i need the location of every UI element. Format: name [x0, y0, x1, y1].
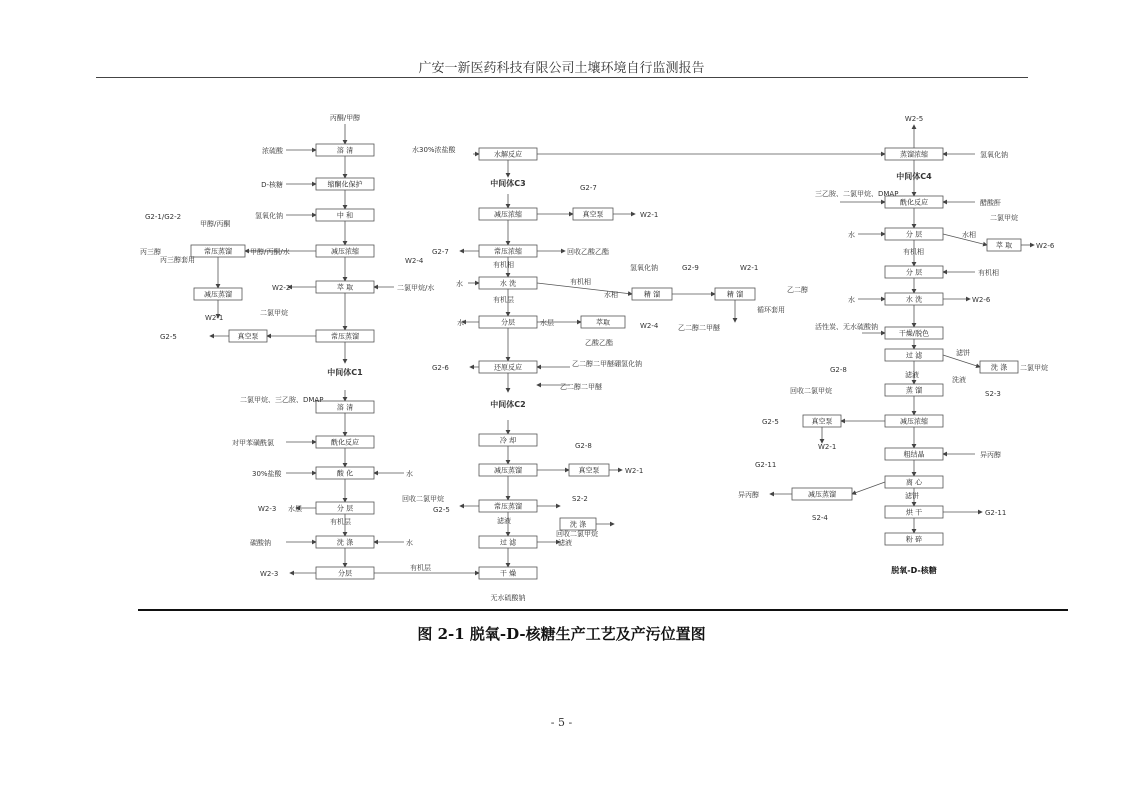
label-g2-5: G2-5 [160, 333, 177, 341]
svg-text:洗 涤: 洗 涤 [569, 520, 587, 529]
box-c4-wash [885, 293, 943, 305]
label-w2-2: W2-2 [272, 284, 291, 292]
box-c4-crush [885, 533, 943, 545]
label-organic-phase: 有机相 [978, 269, 999, 277]
label-sodium-carbonate: 碳酸钠 [250, 539, 271, 547]
svg-text:过 滤: 过 滤 [905, 351, 923, 360]
label-isopropanol: 异丙醇 [980, 451, 1001, 459]
label-s2-3: S2-3 [985, 390, 1001, 398]
box-c3-rect2 [715, 288, 755, 300]
box-c3-rect1 [632, 288, 672, 300]
box-c2-dry [479, 567, 537, 579]
label-water: 水 [406, 539, 413, 547]
box-c2-wash [560, 518, 596, 530]
label-tea-dcm-dmap: 三乙胺、二氯甲烷、DMAP [815, 190, 899, 198]
label-dcm-tea-dmap: 二氯甲烷、三乙胺、DMAP [240, 396, 324, 404]
svg-text:真空泵: 真空泵 [582, 210, 604, 219]
label-w2-5: W2-5 [904, 115, 924, 123]
box-c2-reduce-dist [479, 464, 537, 476]
box-c4-reduce-conc [885, 415, 943, 427]
box-c4-reduce-dist [792, 488, 852, 500]
label-g2-9: G2-9 [682, 264, 699, 272]
box-c1-acidify [316, 467, 374, 479]
label-filtrate: 滤液 [558, 539, 572, 547]
svg-text:蒸 馏: 蒸 馏 [905, 386, 923, 395]
label-organic-phase: 有机相 [570, 278, 591, 286]
label-sodium-hydroxide: 氢氧化钠 [980, 151, 1008, 159]
svg-text:干燥/脱色: 干燥/脱色 [898, 329, 930, 338]
box-c4-layer [885, 228, 943, 240]
label-w2-6: W2-6 [972, 296, 991, 304]
label-g2-5: G2-5 [433, 506, 450, 514]
svg-text:离 心: 离 心 [905, 478, 923, 487]
box-c4-layer2 [885, 266, 943, 278]
box-c4-centrifuge [885, 476, 943, 488]
label-intermediate-c4: 中间体C4 [896, 172, 932, 181]
label-g2-8: G2-8 [830, 366, 847, 374]
label-filter-cake: 滤饼 [905, 492, 919, 500]
label-s2-4: S2-4 [812, 514, 828, 522]
svg-text:真空泵: 真空泵 [578, 466, 600, 475]
box-c2-filter [479, 536, 537, 548]
box-c1-layer [316, 502, 374, 514]
label-s2-2: S2-2 [572, 495, 588, 503]
label-organic-layer: 有机层 [493, 296, 514, 304]
box-c3-wash [479, 277, 537, 289]
box-c1-extract [316, 281, 374, 293]
svg-text:真空泵: 真空泵 [237, 332, 259, 341]
label-diglyme: 乙二醇二甲醚 [560, 383, 602, 391]
label-w2-6: W2-6 [1036, 242, 1055, 250]
label-w2-1: W2-1 [740, 264, 759, 272]
label-w2-3: W2-3 [258, 505, 277, 513]
svg-text:酰化反应: 酰化反应 [900, 198, 928, 207]
label-water: 水 [457, 319, 464, 327]
svg-text:真空泵: 真空泵 [811, 417, 833, 426]
label-w2-1: W2-1 [205, 314, 224, 322]
label-hcl30: 30%盐酸 [252, 470, 282, 478]
box-c4-wash2 [980, 361, 1018, 373]
box-c3-hydrolysis [479, 148, 537, 160]
label-propanetriol-reuse: 丙三醇套用 [160, 256, 195, 264]
box-c2-reduction [479, 361, 537, 373]
label-intermediate-c2: 中间体C2 [490, 400, 526, 409]
svg-text:萃 取: 萃 取 [995, 241, 1013, 250]
box-c4-bake [885, 506, 943, 518]
label-water: 水 [848, 231, 855, 239]
box-c4-distill [885, 148, 943, 160]
label-water-layer: 水层 [540, 319, 554, 327]
box-c1-vac-pump [229, 330, 267, 342]
box-c4-crude [885, 448, 943, 460]
svg-text:烘 干: 烘 干 [905, 508, 923, 517]
box-c3-reduce-conc [479, 208, 537, 220]
page-number: - 5 - [550, 716, 573, 729]
svg-text:分 层: 分 层 [905, 230, 923, 239]
label-activated-carbon: 活性炭、无水硫酸钠 [815, 323, 878, 331]
label-diglyme-nabh4: 乙二醇二甲醚硼氢化钠 [572, 360, 642, 368]
label-organic-phase: 有机相 [493, 261, 514, 269]
label-g2-1-2: G2-1/G2-2 [145, 213, 182, 221]
page-header: 广安一新医药科技有限公司土壤环境自行监测报告 [418, 61, 705, 76]
box-c1-dissolve2 [316, 401, 374, 413]
svg-text:常压蒸馏: 常压蒸馏 [204, 247, 232, 256]
box-c4-vac-pump [803, 415, 841, 427]
label-recover-dcm: 回收二氯甲烷 [556, 530, 598, 538]
label-dcm: 二氯甲烷 [260, 309, 288, 317]
box-c1-acylation [316, 436, 374, 448]
label-filtrate: 滤液 [497, 517, 511, 525]
svg-text:缩酮化保护: 缩酮化保护 [327, 180, 363, 189]
figure-caption: 图 2-1 脱氧-D-核糖生产工艺及产污位置图 [417, 625, 706, 643]
label-water-phase: 水相 [962, 231, 976, 239]
svg-text:减压蒸馏: 减压蒸馏 [494, 466, 522, 475]
box-c3-extract [581, 316, 625, 328]
svg-text:水 洗: 水 洗 [499, 279, 517, 288]
label-recover-dcm: 回收二氯甲烷 [790, 387, 832, 395]
box-c4-filter [885, 349, 943, 361]
label-product: 脱氧-D-核糖 [891, 566, 937, 575]
box-c1-vac-distill [194, 288, 242, 300]
svg-text:精 馏: 精 馏 [643, 290, 661, 299]
box-c1-ketal [316, 178, 374, 190]
svg-text:减压浓缩: 减压浓缩 [494, 210, 522, 219]
label-filter-cake: 滤饼 [956, 349, 970, 357]
label-organic-layer: 有机层 [410, 564, 431, 572]
svg-text:酸 化: 酸 化 [336, 469, 354, 478]
box-c1-atm-distill2 [191, 245, 245, 257]
svg-text:常压蒸馏: 常压蒸馏 [494, 502, 522, 511]
label-water: 水 [848, 296, 855, 304]
label-water-phase: 水相 [604, 291, 618, 299]
svg-text:减压浓缩: 减压浓缩 [331, 247, 359, 256]
label-water-hcl: 水30%浓盐酸 [412, 146, 456, 154]
label-w2-4: W2-4 [640, 322, 659, 330]
svg-text:过 滤: 过 滤 [499, 538, 517, 547]
label-recover-ea: 回收乙酸乙酯 [567, 248, 609, 256]
box-c4-dry [885, 327, 943, 339]
box-c1-layer2 [316, 567, 374, 579]
label-organic-phase: 有机相 [903, 248, 924, 256]
label-water: 水 [456, 280, 463, 288]
box-c1-atm-distill [316, 330, 374, 342]
label-g2-8: G2-8 [575, 442, 592, 450]
label-g2-11: G2-11 [755, 461, 777, 469]
svg-text:常压蒸馏: 常压蒸馏 [331, 332, 359, 341]
box-c3-layer [479, 316, 537, 328]
box-c1-dissolve [316, 144, 374, 156]
label-w2-1: W2-1 [625, 467, 644, 475]
label-acetone-methanol: 丙酮/甲醇 [329, 114, 361, 122]
label-w2-3: W2-3 [260, 570, 279, 578]
box-c1-neutral [316, 209, 374, 221]
svg-text:减压蒸馏: 减压蒸馏 [204, 290, 232, 299]
svg-text:萃取: 萃取 [596, 318, 610, 327]
svg-text:萃 取: 萃 取 [336, 283, 354, 292]
label-dcm-water: 二氯甲烷/水 [397, 284, 435, 292]
label-sodium-hydroxide: 氢氧化钠 [255, 212, 283, 220]
svg-text:水解反应: 水解反应 [494, 150, 522, 159]
svg-text:蒸馏浓缩: 蒸馏浓缩 [900, 150, 928, 159]
label-conc-sulfuric: 浓硫酸 [262, 147, 283, 155]
svg-text:洗 涤: 洗 涤 [990, 363, 1008, 372]
label-recover-dcm: 回收二氯甲烷 [402, 495, 444, 503]
label-diglyme: 乙二醇二甲醚 [678, 324, 720, 332]
label-mea-water: 甲醇/丙酮/水 [250, 248, 290, 256]
label-d-ribose: D-核糖 [261, 181, 283, 189]
svg-text:粗结晶: 粗结晶 [903, 450, 925, 459]
svg-text:分层: 分层 [338, 569, 352, 578]
label-g2-7: G2-7 [432, 248, 449, 256]
svg-text:冷 却: 冷 却 [499, 436, 517, 445]
label-recycle: 循环套用 [757, 306, 785, 314]
label-g2-5: G2-5 [762, 418, 779, 426]
label-ethyl-acetate: 乙酸乙酯 [585, 339, 613, 347]
svg-text:溶 清: 溶 清 [336, 146, 354, 155]
label-propanetriol: 丙三醇 [140, 248, 161, 256]
label-water-layer: 水层 [288, 505, 302, 513]
label-g2-11: G2-11 [985, 509, 1007, 517]
label-tsc: 对甲苯磺酰氯 [232, 439, 274, 447]
svg-text:分 层: 分 层 [336, 504, 354, 513]
label-g2-7: G2-7 [580, 184, 597, 192]
label-water: 水 [406, 470, 413, 478]
label-anhydrous-na2so4: 无水硫酸钠 [490, 594, 526, 602]
box-c2-vac-pump [569, 464, 609, 476]
label-dcm: 二氯甲烷 [1020, 364, 1048, 372]
svg-text:减压蒸馏: 减压蒸馏 [808, 490, 836, 499]
box-c3-atm-conc [479, 245, 537, 257]
svg-text:干 燥: 干 燥 [499, 569, 517, 578]
label-w2-1: W2-1 [640, 211, 659, 219]
label-filtrate: 滤液 [905, 371, 919, 379]
label-g2-6: G2-6 [432, 364, 449, 372]
label-intermediate-c3: 中间体C3 [490, 179, 526, 188]
label-acetic-anhydride: 醋酸酐 [980, 199, 1001, 207]
box-c3-vac-pump [573, 208, 613, 220]
label-organic-layer: 有机层 [330, 518, 351, 526]
box-c2-cool [479, 434, 537, 446]
label-methanol-acetone: 甲醇/丙酮 [200, 220, 231, 228]
svg-text:中 和: 中 和 [336, 211, 354, 220]
label-w2-1: W2-1 [818, 443, 837, 451]
svg-text:常压浓缩: 常压浓缩 [494, 247, 522, 256]
label-dcm: 二氯甲烷 [990, 214, 1018, 222]
label-intermediate-c1: 中间体C1 [327, 368, 363, 377]
label-diethylene: 乙二醇 [787, 286, 808, 294]
svg-text:水 洗: 水 洗 [905, 295, 923, 304]
box-c2-atm-dist [479, 500, 537, 512]
svg-text:减压浓缩: 减压浓缩 [900, 417, 928, 426]
box-c4-distill2 [885, 384, 943, 396]
caption-rule [138, 609, 1068, 611]
label-w2-4: W2-4 [405, 257, 424, 265]
svg-text:还原反应: 还原反应 [494, 363, 522, 372]
svg-text:酰化反应: 酰化反应 [331, 438, 359, 447]
box-c4-extract [987, 239, 1021, 251]
svg-text:分层: 分层 [501, 318, 515, 327]
svg-text:溶 清: 溶 清 [336, 403, 354, 412]
svg-text:洗 涤: 洗 涤 [336, 538, 354, 547]
label-isopropanol: 异丙醇 [738, 491, 759, 499]
svg-text:分 层: 分 层 [905, 268, 923, 277]
svg-text:粉 碎: 粉 碎 [905, 535, 923, 544]
svg-text:精 馏: 精 馏 [726, 290, 744, 299]
box-c1-reduce-conc [316, 245, 374, 257]
label-sodium-hydroxide: 氢氧化钠 [630, 264, 658, 272]
box-c1-wash [316, 536, 374, 548]
label-wash-liquid: 洗液 [952, 376, 966, 384]
